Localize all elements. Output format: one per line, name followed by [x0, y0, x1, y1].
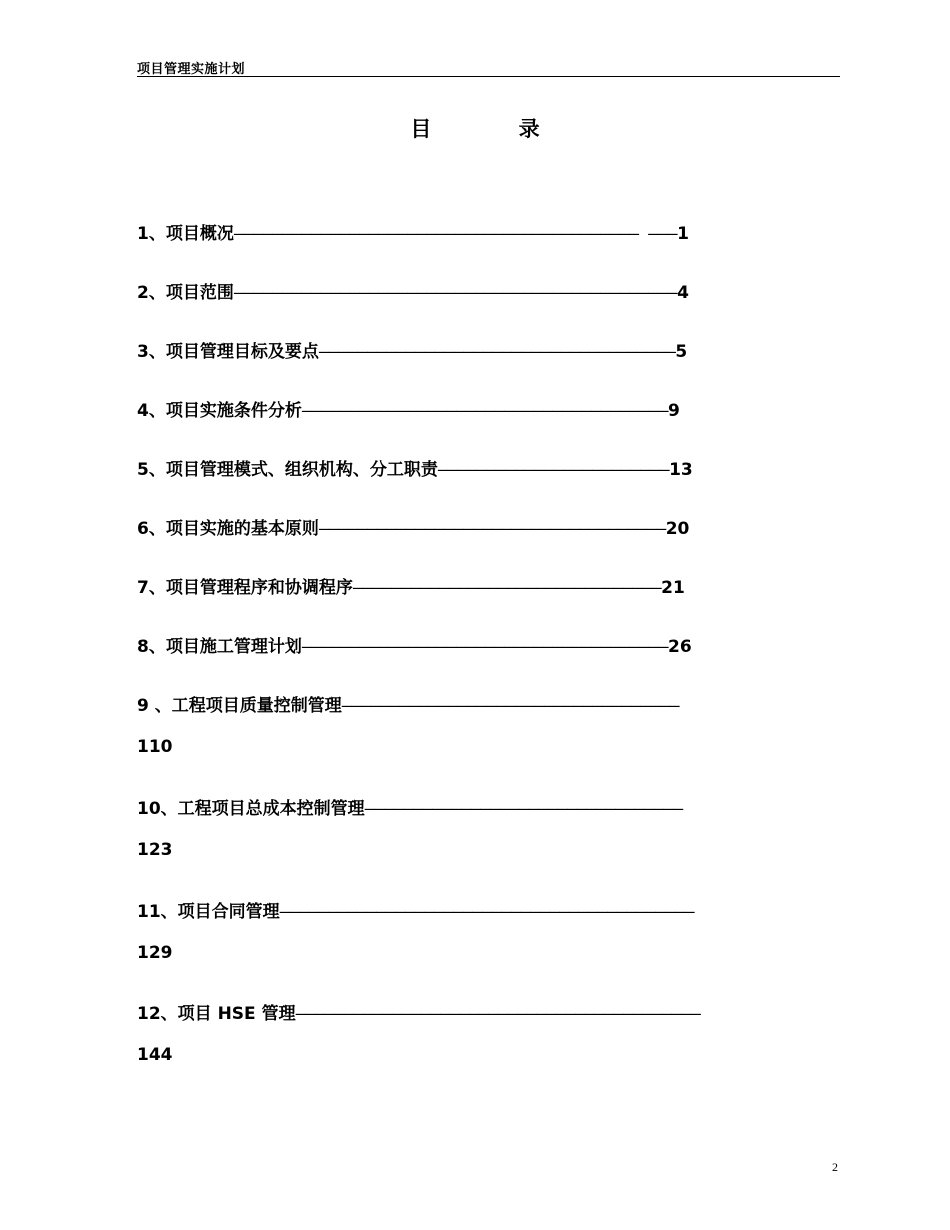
page-number: 2 [832, 1160, 838, 1174]
toc-entry-7[interactable] [137, 578, 827, 598]
toc-entry-5[interactable] [137, 460, 827, 480]
toc-entry-12[interactable] [137, 1004, 827, 1065]
toc-entry-leader: —————————————————————————————————————— [301, 401, 668, 421]
toc-entry-3[interactable] [137, 342, 827, 362]
toc-entry-page: 20 [665, 519, 690, 539]
toc-entry-leader: ———————————————————————————————————— [318, 519, 666, 539]
toc-entry-6[interactable] [137, 519, 827, 539]
toc-entry-page: 13 [669, 460, 693, 480]
toc-entry-page: 129 [137, 943, 173, 963]
toc-entry-11[interactable] [137, 902, 827, 963]
toc-entry-leader: ———————————————————————— [437, 460, 670, 480]
header-rule [137, 76, 840, 77]
toc-entry-1[interactable] [137, 224, 827, 244]
toc-entry-label: 12、项目 HSE 管理 [137, 1004, 296, 1024]
toc-entry-label: 9 、工程项目质量控制管理 [137, 696, 342, 716]
toc-entry-page: 110 [137, 737, 173, 757]
toc-entry-label: 3、项目管理目标及要点 [137, 342, 319, 362]
toc-entry-4[interactable] [137, 401, 827, 421]
toc-entry-page: 21 [661, 578, 685, 598]
toc-entry-leader: —————————————————————————————————————————————— [233, 283, 678, 303]
toc-entry-leader: ———————————————————————————————— [352, 578, 662, 598]
toc-entry-label: 2、项目范围 [137, 283, 234, 303]
toc-entry-page: 9 [667, 401, 680, 421]
toc-entry-label: 1、项目概况 [137, 224, 234, 244]
toc-entry-leader: —————————————————————————————————————————— ——— [233, 224, 678, 244]
toc-entry-leader: ——————————————————————————————————— [341, 696, 679, 716]
toc-entry-label: 8、项目施工管理计划 [137, 637, 302, 657]
running-header: 项目管理实施计划 [137, 62, 246, 77]
toc-entry-leader: ————————————————————————————————————— [318, 342, 676, 362]
toc-entry-10[interactable] [137, 799, 827, 860]
toc-entry-page: 123 [137, 840, 173, 860]
toc-entry-page: 1 [677, 224, 689, 244]
toc-entry-label: 6、项目实施的基本原则 [137, 519, 319, 539]
toc-entry-page: 144 [137, 1045, 173, 1065]
toc-entry-2[interactable] [137, 283, 827, 303]
toc-entry-page: 4 [677, 283, 689, 303]
toc-entry-8[interactable] [137, 637, 827, 657]
toc-entry-label: 10、工程项目总成本控制管理 [137, 799, 365, 819]
toc-entry-page: 5 [675, 342, 688, 362]
toc-entry-leader: ——————————————————————————————————————————— [279, 902, 694, 922]
toc-title: 目 录 [410, 117, 580, 141]
toc-entry-label: 4、项目实施条件分析 [137, 401, 302, 421]
toc-entry-label: 5、项目管理模式、组织机构、分工职责 [137, 460, 438, 480]
toc-entry-leader: —————————————————————————————————————————— [295, 1004, 701, 1024]
toc-entry-page: 26 [667, 637, 692, 657]
toc-entry-leader: ————————————————————————————————— [364, 799, 683, 819]
toc-entry-leader: —————————————————————————————————————— [301, 637, 668, 657]
toc-entry-9[interactable] [137, 696, 827, 757]
toc-entry-label: 7、项目管理程序和协调程序 [137, 578, 353, 598]
toc-entry-label: 11、项目合同管理 [137, 902, 280, 922]
